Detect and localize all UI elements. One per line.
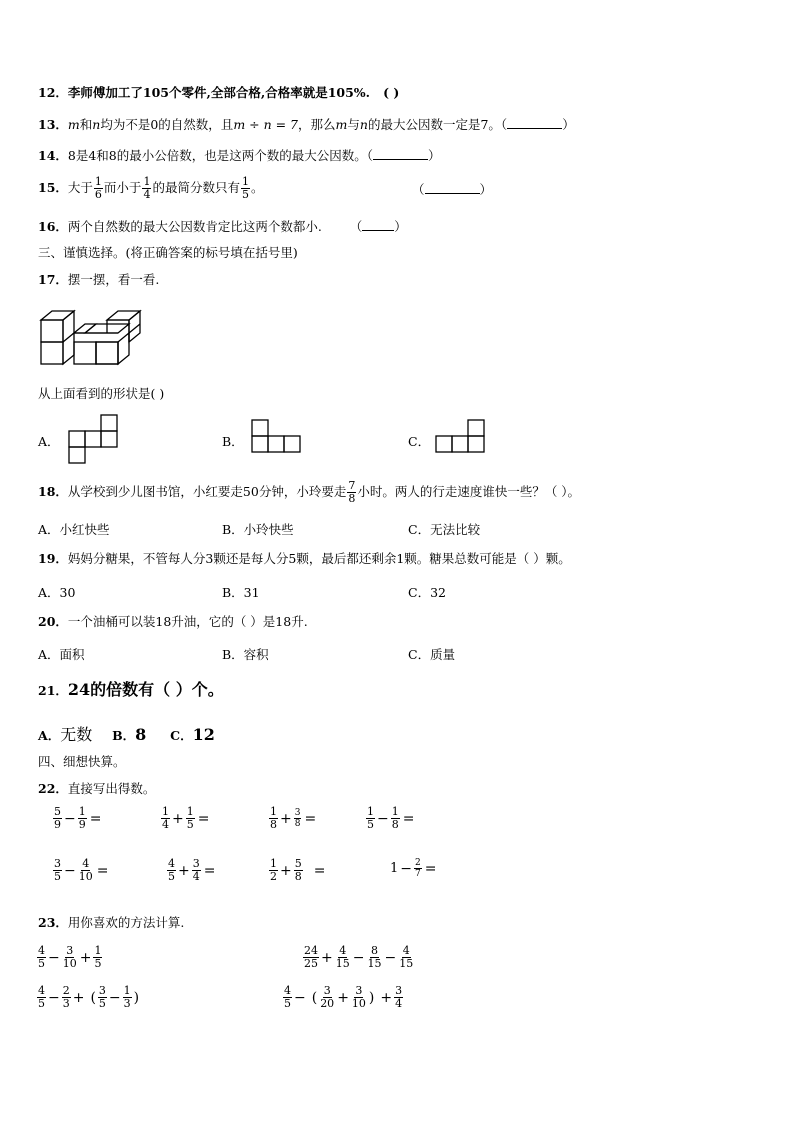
q21-option-a[interactable]: 无数 (60, 725, 93, 744)
question-15: 15．大于 $\frac{1}{6}$ 而小于 $\frac{1}{4}$ 的最简分数只有 $\frac{1}{5}$ 。 (38, 175, 264, 201)
q22-item-6: $\frac{4}{5}$ + $\frac{3}{4}$ = (168, 857, 216, 883)
question-18: 18．从学校到少儿图书馆，小红要走50分钟，小玲要走 $\frac{7}{8}$ 小时。两人的行走速度谁快一些？（ ）。 (38, 479, 581, 505)
q22-item-3: $\frac{1}{8}$ + $\frac{3}{8}$ = (270, 805, 317, 831)
fraction: $\frac{1}{6}$ (94, 175, 102, 201)
question-14: 14．8是4和8的最小公倍数，也是这两个数的最大公因数。（ ） (38, 148, 441, 163)
question-20: 20．一个油桶可以装18升油，它的（ ）是18升. (38, 614, 308, 629)
section-3-heading: 三、谨慎选择。(将正确答案的标号填在括号里) (38, 245, 298, 260)
q23-expression-2: $\frac{24}{25}$ + $\frac{4}{15}$ − $\frac{8}{15}$ − $\frac{4}{15}$ (304, 944, 414, 970)
q22-item-5: $\frac{3}{5}$ − $\frac{4}{10}$ = (54, 857, 109, 883)
q19-option-b[interactable]: B．31 (222, 585, 260, 600)
question-16: 16．两个自然数的最大公因数肯定比这两个数都小. （ ） (38, 219, 407, 234)
answer-blank[interactable] (362, 218, 394, 231)
q21-option-c[interactable]: 12 (192, 725, 215, 744)
question-23: 23．用你喜欢的方法计算. (38, 915, 185, 930)
question-22: 22．直接写出得数。 (38, 781, 156, 796)
fraction: $\frac{1}{5}$ (241, 175, 249, 201)
q20-option-c[interactable]: C．质量 (408, 647, 456, 662)
q23-expression-3: $\frac{4}{5}$ − $\frac{2}{3}$ + ( $\frac{3}{5}$ − $\frac{1}{3}$ ) (38, 984, 140, 1010)
question-15-answer: （ ） (412, 182, 493, 197)
answer-blank[interactable] (507, 116, 562, 129)
option-a-shape[interactable] (68, 414, 120, 466)
q21-options: A．无数 B．8 C．12 (38, 725, 215, 744)
q19-option-c[interactable]: C．32 (408, 585, 446, 600)
option-c-shape[interactable] (435, 419, 487, 455)
q18-option-b[interactable]: B．小玲快些 (222, 522, 294, 537)
question-19: 19．妈妈分糖果，不管每人分3颗还是每人分5颗，最后都还剩余1颗。糖果总数可能是（ ）颗。 (38, 551, 571, 566)
question-13: 13．m和n均为不是0的自然数，且m ÷ n = 7，那么m与n的最大公因数一定是7。（ ） (38, 117, 575, 132)
fraction: $\frac{7}{8}$ (348, 479, 356, 505)
q20-option-a[interactable]: A．面积 (38, 647, 85, 662)
option-b-label[interactable]: B． (222, 434, 244, 449)
q20-option-b[interactable]: B．容积 (222, 647, 269, 662)
question-21: 21．24的倍数有（ ）个。 (38, 680, 224, 699)
answer-blank[interactable] (373, 147, 428, 160)
fraction: $\frac{1}{4}$ (143, 175, 151, 201)
q22-item-2: $\frac{1}{4}$ + $\frac{1}{5}$ = (162, 805, 210, 831)
question-17-prompt: 从上面看到的形状是( ) (38, 386, 165, 401)
q22-item-7: $\frac{1}{2}$ + $\frac{5}{8}$ = (270, 857, 326, 883)
q19-option-a[interactable]: A．30 (38, 585, 76, 600)
q18-option-a[interactable]: A．小红快些 (38, 522, 110, 537)
q22-item-8: 1 − $\frac{2}{7}$ = (390, 858, 437, 879)
answer-blank[interactable] (425, 181, 480, 194)
q23-expression-1: $\frac{4}{5}$ − $\frac{3}{10}$ + $\frac{1}{5}$ (38, 944, 102, 970)
section-4-heading: 四、细想快算。 (38, 754, 126, 769)
question-12: 12．李师傅加工了105个零件,全部合格,合格率就是105%. ( ) (38, 85, 400, 100)
q21-option-b[interactable]: 8 (135, 725, 147, 744)
q22-item-1: $\frac{5}{9}$ − $\frac{1}{9}$ = (54, 805, 102, 831)
option-b-shape[interactable] (251, 419, 303, 455)
option-a-label[interactable]: A． (38, 434, 60, 449)
q22-item-4: $\frac{1}{5}$ − $\frac{1}{8}$ = (367, 805, 415, 831)
question-17: 17．摆一摆，看一看. (38, 272, 160, 287)
option-c-label[interactable]: C． (408, 434, 431, 449)
q23-expression-4: $\frac{4}{5}$ − ( $\frac{3}{20}$ + $\frac{3}{10}$ ) + $\frac{3}{4}$ (284, 984, 403, 1010)
cube-arrangement-figure (40, 308, 142, 368)
q18-option-c[interactable]: C．无法比较 (408, 522, 481, 537)
